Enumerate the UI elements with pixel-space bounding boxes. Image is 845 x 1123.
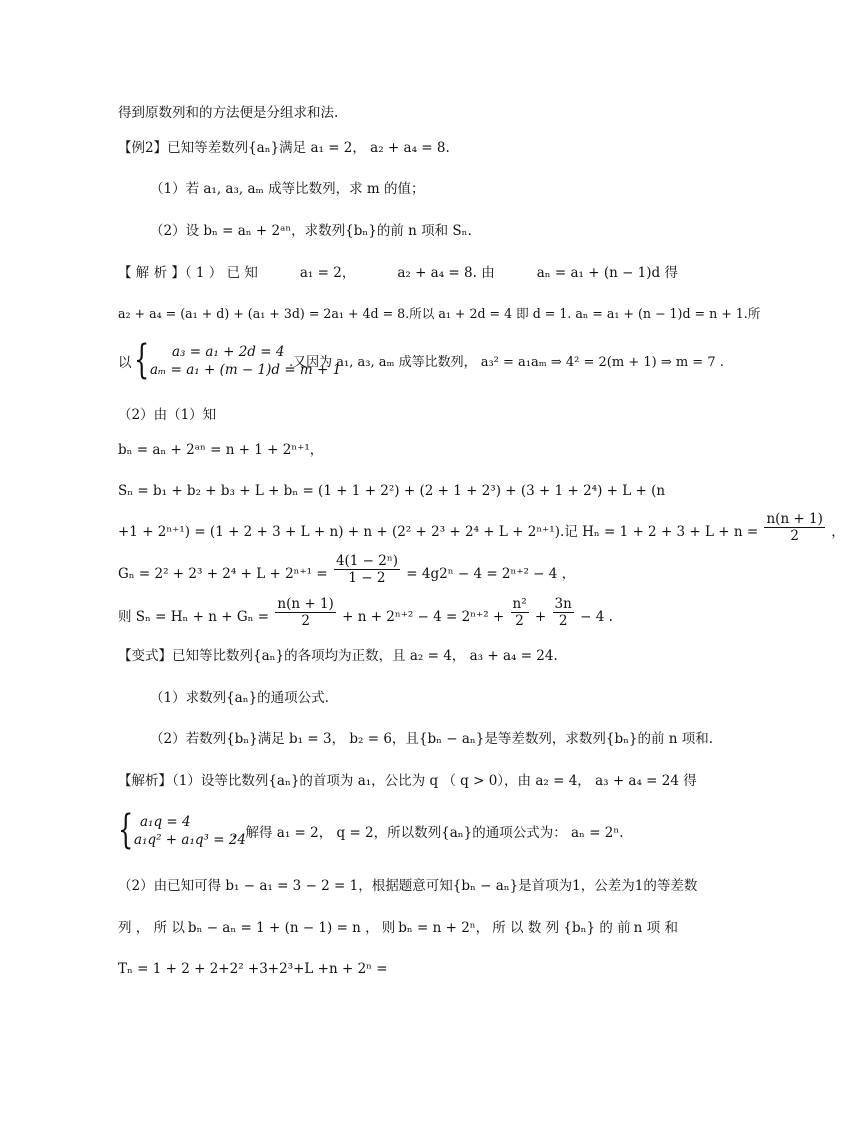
variant-solution-line-4 [118, 918, 678, 938]
sn-fraction-1-numerator: n(n + 1) [277, 596, 334, 612]
sn-fraction-3-denominator: 2 [558, 613, 568, 629]
hn-denominator: 2 [790, 528, 799, 544]
sn-fraction-2 [511, 596, 529, 629]
given-sum: a₂ + a₄ = 8. 由 [397, 265, 495, 281]
system-2-row-1: a₁q = 4 [140, 814, 191, 830]
example-2-heading: 【例2】已知等差数列{aₙ}满足 a₁ = 2， a₂ + a₄ = 8. [118, 140, 450, 156]
system-2-row-2: a₁q² + a₁q³ = 24 [134, 832, 246, 848]
sn-expansion-1: Sₙ = b₁ + b₂ + b₃ + L + bₙ = (1 + 1 + 2²) + (2 + 1 + 2³) + (3 + 1 + 2⁴) + L + (n [118, 483, 666, 499]
left-brace-2: { [118, 807, 134, 853]
hn-fraction [764, 511, 824, 544]
sn-fraction-2-denominator: 2 [515, 613, 524, 629]
solution-line-1 [118, 263, 678, 283]
sn-plus: + [534, 609, 547, 625]
solution-line-3-prefix: 以 [118, 355, 132, 371]
sn-fraction-3 [553, 596, 574, 629]
sn-middle: + n + 2ⁿ⁺² − 4 = 2ⁿ⁺² + [342, 609, 505, 625]
part-2-intro: （2）由（1）知 [118, 407, 217, 423]
line-4-part-d: bₙ = n + 2ⁿ， [398, 920, 490, 936]
sn-result-text: 则 Sₙ = Hₙ + n + Gₙ = [118, 609, 270, 625]
left-brace: { [134, 337, 150, 383]
hn-numerator: n(n + 1) [766, 511, 823, 527]
sn-fraction-1-denominator: 2 [301, 613, 310, 629]
example-2-part-2: （2）设 bₙ = aₙ + 2ᵃⁿ，求数列{bₙ}的前 n 项和 Sₙ. [150, 223, 472, 239]
sn-tail: − 4 . [580, 609, 613, 625]
line-4-part-b: bₙ − aₙ = 1 + (n − 1) = n ， [187, 920, 379, 936]
gn-numerator: 4(1 − 2ⁿ) [335, 553, 398, 569]
solution-label: 【 解 析 】（ 1 ） 已 知 [118, 265, 258, 281]
gn-result: = 4g2ⁿ − 4 = 2ⁿ⁺² − 4 ， [406, 566, 576, 582]
sn-fraction-2-numerator: n² [512, 596, 527, 612]
given-a1: a₁ = 2， [299, 265, 356, 281]
gn-formula [118, 553, 678, 586]
variant-solution-line-1: 【解析】（1）设等比数列{aₙ}的首项为 a₁，公比为 q （ q > 0），由 a₂ = 4， a₃ + a₄ = 24 得 [118, 773, 697, 789]
variant-part-2: （2）若数列{bₙ}满足 b₁ = 3， b₂ = 6，且{bₙ − aₙ}是等差数列，求数列{bₙ}的前 n 项和. [150, 731, 714, 747]
line-4-part-c: 则 [381, 920, 396, 936]
gn-denominator: 1 − 2 [348, 570, 386, 586]
system-1-row-2: aₘ = a₁ + (m − 1)d = m + 1 [150, 362, 342, 378]
sn-expansion-2 [118, 511, 845, 544]
general-term-formula: aₙ = a₁ + (n − 1)d 得 [536, 265, 678, 281]
intro-line: 得到原数列和的方法便是分组求和法. [118, 105, 339, 121]
line-4-part-e: 所 以 数 列 {bₙ} 的 前 [492, 920, 631, 936]
tn-formula: Tₙ = 1 + 2 + 2+2² +3+2³+L +n + 2ⁿ = [118, 961, 388, 977]
variant-heading: 【变式】已知等比数列{aₙ}的各项均为正数，且 a₂ = 4， a₃ + a₄ = 24. [118, 648, 558, 664]
solution-line-3-suffix: .又因为 a₁, a₃, aₘ 成等比数列， a₃² = a₁aₘ ⇒ 4² = 2(m + 1) ⇒ m = 7 . [289, 355, 724, 370]
gn-fraction [334, 553, 400, 586]
sn-fraction-1 [275, 596, 335, 629]
sn-expansion-2-text: +1 + 2ⁿ⁺¹) = (1 + 2 + 3 + L + n) + n + (2² + 2³ + 2⁴ + L + 2ⁿ⁺¹).记 Hₙ = 1 + 2 + 3 + L + n = [118, 524, 759, 540]
system-1-row-1: a₃ = a₁ + 2d = 4 [172, 344, 285, 360]
sn-fraction-3-numerator: 3n [554, 596, 572, 612]
variant-part-1: （1）求数列{aₙ}的通项公式. [150, 690, 329, 706]
variant-solution-line-3: （2）由已知可得 b₁ − a₁ = 3 − 2 = 1，根据题意可知{bₙ − aₙ}是首项为1，公差为1的等差数 [118, 878, 698, 894]
solution-line-2: a₂ + a₄ = (a₁ + d) + (a₁ + 3d) = 2a₁ + 4d = 8.所以 a₁ + 2d = 4 即 d = 1. aₙ = a₁ + (n − 1)d = n + 1.所 [118, 306, 761, 321]
variant-solution-line-2: ，解得 a₁ = 2， q = 2，所以数列{aₙ}的通项公式为： aₙ = 2ⁿ. [232, 825, 624, 841]
line-4-part-a: 列 ， 所 以 [118, 920, 185, 936]
sn-result [118, 596, 678, 629]
hn-tail: ， [831, 524, 845, 540]
gn-text: Gₙ = 2² + 2³ + 2⁴ + L + 2ⁿ⁺¹ = [118, 566, 328, 582]
line-4-part-f: n 项 和 [633, 920, 678, 936]
bn-formula: bₙ = aₙ + 2ᵃⁿ = n + 1 + 2ⁿ⁺¹， [118, 442, 324, 458]
example-2-part-1: （1）若 a₁, a₃, aₘ 成等比数列，求 m 的值； [150, 181, 425, 197]
